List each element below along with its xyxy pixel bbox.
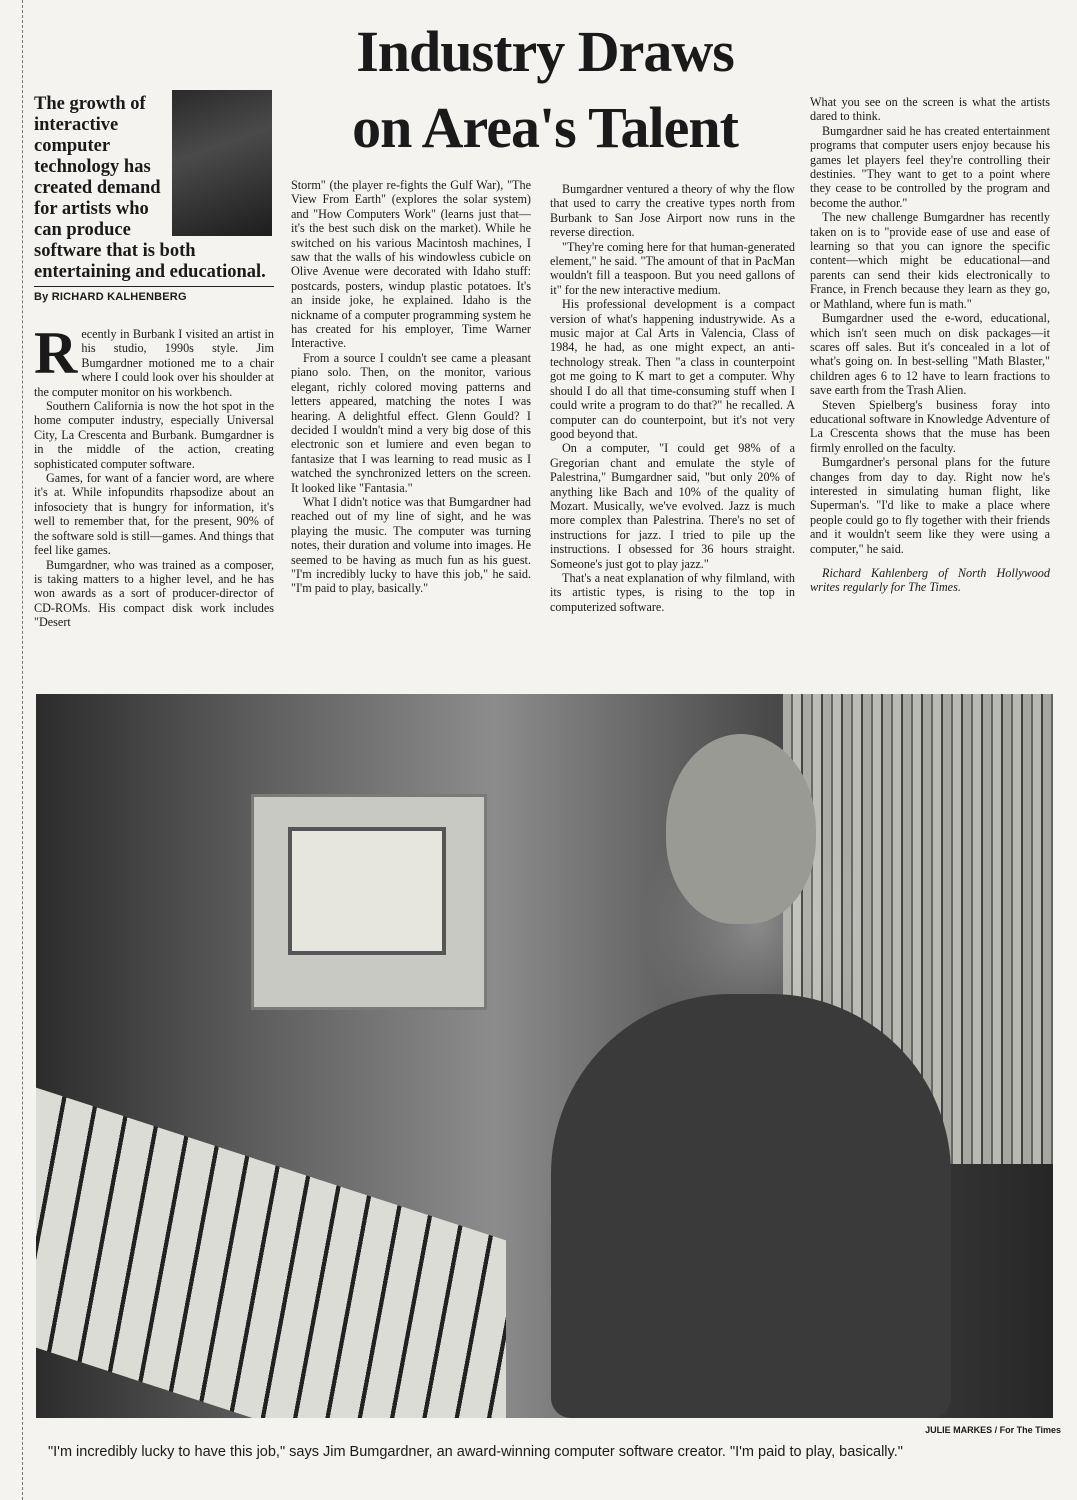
deck-line: entertaining and educational.	[34, 262, 266, 282]
paragraph: From a source I couldn't see came a pleasant piano solo. Then, on the monitor, various elegant, richly colored moving patterns and letters appeared, matching the notes I was hearing. A delightful effect. Glenn Gould? I decided I wouldn't mind a very big dose of this electronic son et lumiere and even began to fantasize that I was learning to read music as I watched the synchronized letters on the screen. It looked like "Fantasia."	[291, 350, 531, 495]
article-column-2	[291, 178, 531, 596]
author-signoff: Richard Kahlenberg of North Hollywood writes regularly for The Times.	[810, 566, 1050, 595]
margin-rule	[22, 0, 24, 1500]
paragraph: Games, for want of a fancier word, are where it's at. While infopundits rhapsodize about an infosociety that is hungry for information, it's well to remember that, for the present, 90% of the software sold is still—games. And things that feel like games.	[34, 471, 274, 558]
paragraph: Southern California is now the hot spot in the home computer industry, especially Universal City, La Crescenta and Burbank. Bumgardner is in the middle of the action, creating sophisticated computer software.	[34, 399, 274, 471]
article-column-3	[550, 182, 795, 614]
deck	[34, 94, 179, 241]
paragraph	[34, 320, 274, 399]
photo-caption: "I'm incredibly lucky to have this job," says Jim Bumgardner, an award-winning computer software creator. "I'm paid to play, basically."	[48, 1444, 903, 1460]
feature-photo	[36, 694, 1053, 1418]
byline-rule	[34, 286, 274, 287]
paragraph: Storm" (the player re-fights the Gulf War), "The View From Earth" (explores the solar system) and "How Computers Work" (learns just that—it's the best such disk on the market). While he switched on his various Macintosh machines, I saw that the walls of his windowless cubicle on Olive Avenue were decorated with Idaho stuff: postcards, posters, windup plastic potatoes. It's an inside joke, he explained. Idaho is the nickname of a computer programming system he has created for his employer, Time Warner Interactive.	[291, 178, 531, 351]
deck-line: for artists who	[34, 199, 149, 219]
deck-tail	[34, 241, 274, 283]
paragraph-text: ecently in Burbank I visited an artist in his studio, 1990s style. Jim Bumgardner motioned me to a chair where I could look over his shoulder at the computer monitor on his workbench.	[34, 327, 274, 399]
paragraph: The new challenge Bumgardner has recently taken on is to "provide ease of use and ease of learning so that you can ignore the specific content—which might be educational—and parents can send their kids electronically to France, in French because they learn as they go, or Mathland, where fun is math."	[810, 210, 1050, 311]
deck-line: technology has	[34, 157, 151, 177]
headline	[295, 14, 795, 166]
paragraph: What you see on the screen is what the artists dared to think.	[810, 95, 1050, 124]
paragraph: Bumgardner used the e-word, educational, which isn't seen much on disk packages—it scares off sales. But it's concealed in a lot of what's going on. In best-selling "Math Blaster," children ages 6 to 12 have to learn fractions to save earth from the Trash Alien.	[810, 311, 1050, 398]
byline: By RICHARD KALHENBERG	[34, 291, 187, 303]
author-photo	[172, 90, 272, 236]
headline-line-2: on Area's Talent	[352, 95, 738, 160]
deck-line: computer	[34, 136, 111, 156]
paragraph: Bumgardner ventured a theory of why the flow that used to carry the creative types north from Burbank to San Jose Airport now runs in the reverse direction.	[550, 182, 795, 240]
deck-line: The growth of	[34, 94, 146, 114]
deck-line: interactive	[34, 115, 119, 135]
monitor-screen	[288, 827, 446, 955]
paragraph: His professional development is a compact version of what's happening industrywide. As a music major at Cal Arts in Valencia, Class of 1984, he had, as one might expect, an anti-technology streak. Then "a class in counterpoint got me going to K mart to get a computer. Why should I do all that time-consuming stuff when I could write a program to do that?" he recalled. A computer can do counterpoint, but it's not very good beyond that.	[550, 297, 795, 441]
paragraph: Bumgardner said he has created entertainment programs that computer users enjoy because his games let players feel they're controlling their destinies. "They want to get to a point where they cease to be controlled by the program and become the author."	[810, 123, 1050, 210]
paragraph: What I didn't notice was that Bumgardner had reached out of my line of sight, and he was playing the music. The computer was turning notes, their duration and volume into images. He seemed to be having as much fun as his guest. "I'm incredibly lucky to have this job," he said. "I'm paid to play, basically."	[291, 494, 531, 596]
paragraph: "They're coming here for that human-generated element," he said. "The amount of that in PacMan wouldn't fill a teaspoon. But you need gallons of it" for the new interactive medium.	[550, 239, 795, 297]
music-keyboard	[36, 1088, 506, 1418]
paragraph: Bumgardner's personal plans for the future changes from day to day. Right now he's interested in simulating human flight, like Superman's. "I'd like to make a place where people could go to fly together with their friends and it wouldn't seem like they were using a computer," he said.	[810, 455, 1050, 556]
paragraph: That's a neat explanation of why filmland, with its artistic types, is rising to the top in computerized software.	[550, 570, 795, 614]
photo-credit: JULIE MARKES / For The Times	[925, 1425, 1061, 1435]
subject-body	[551, 994, 951, 1418]
computer-monitor	[251, 794, 487, 1010]
article-column-1	[34, 320, 274, 630]
deck-line: can produce	[34, 220, 131, 240]
paragraph: Bumgardner, who was trained as a composer, is taking matters to a higher level, and he has won awards as a sort of producer-director of CD-ROMs. His compact disk work includes "Desert	[34, 557, 274, 630]
deck-line: software that is both	[34, 241, 196, 261]
article-column-4	[810, 95, 1050, 595]
headline-line-1: Industry Draws	[356, 19, 734, 84]
paragraph: On a computer, "I could get 98% of a Gregorian chant and emulate the style of Palestrina," Bumgardner said, "but only 20% of anything like Bach and 10% of the quality of Mozart. Musically, we've evolved. Jazz is much more complex than Palestrina. There's no set of instructions for jazz. I tried to pile up the instructions. I obsessed for 36 hours straight. Someone's just got to play jazz."	[550, 441, 795, 571]
deck-line: created demand	[34, 178, 161, 198]
paragraph: Steven Spielberg's business foray into educational software in Knowledge Adventure of La Crescenta shows that the muse has been firmly enrolled on the faculty.	[810, 397, 1050, 455]
subject-head	[666, 734, 816, 924]
drop-cap: R	[34, 320, 78, 386]
